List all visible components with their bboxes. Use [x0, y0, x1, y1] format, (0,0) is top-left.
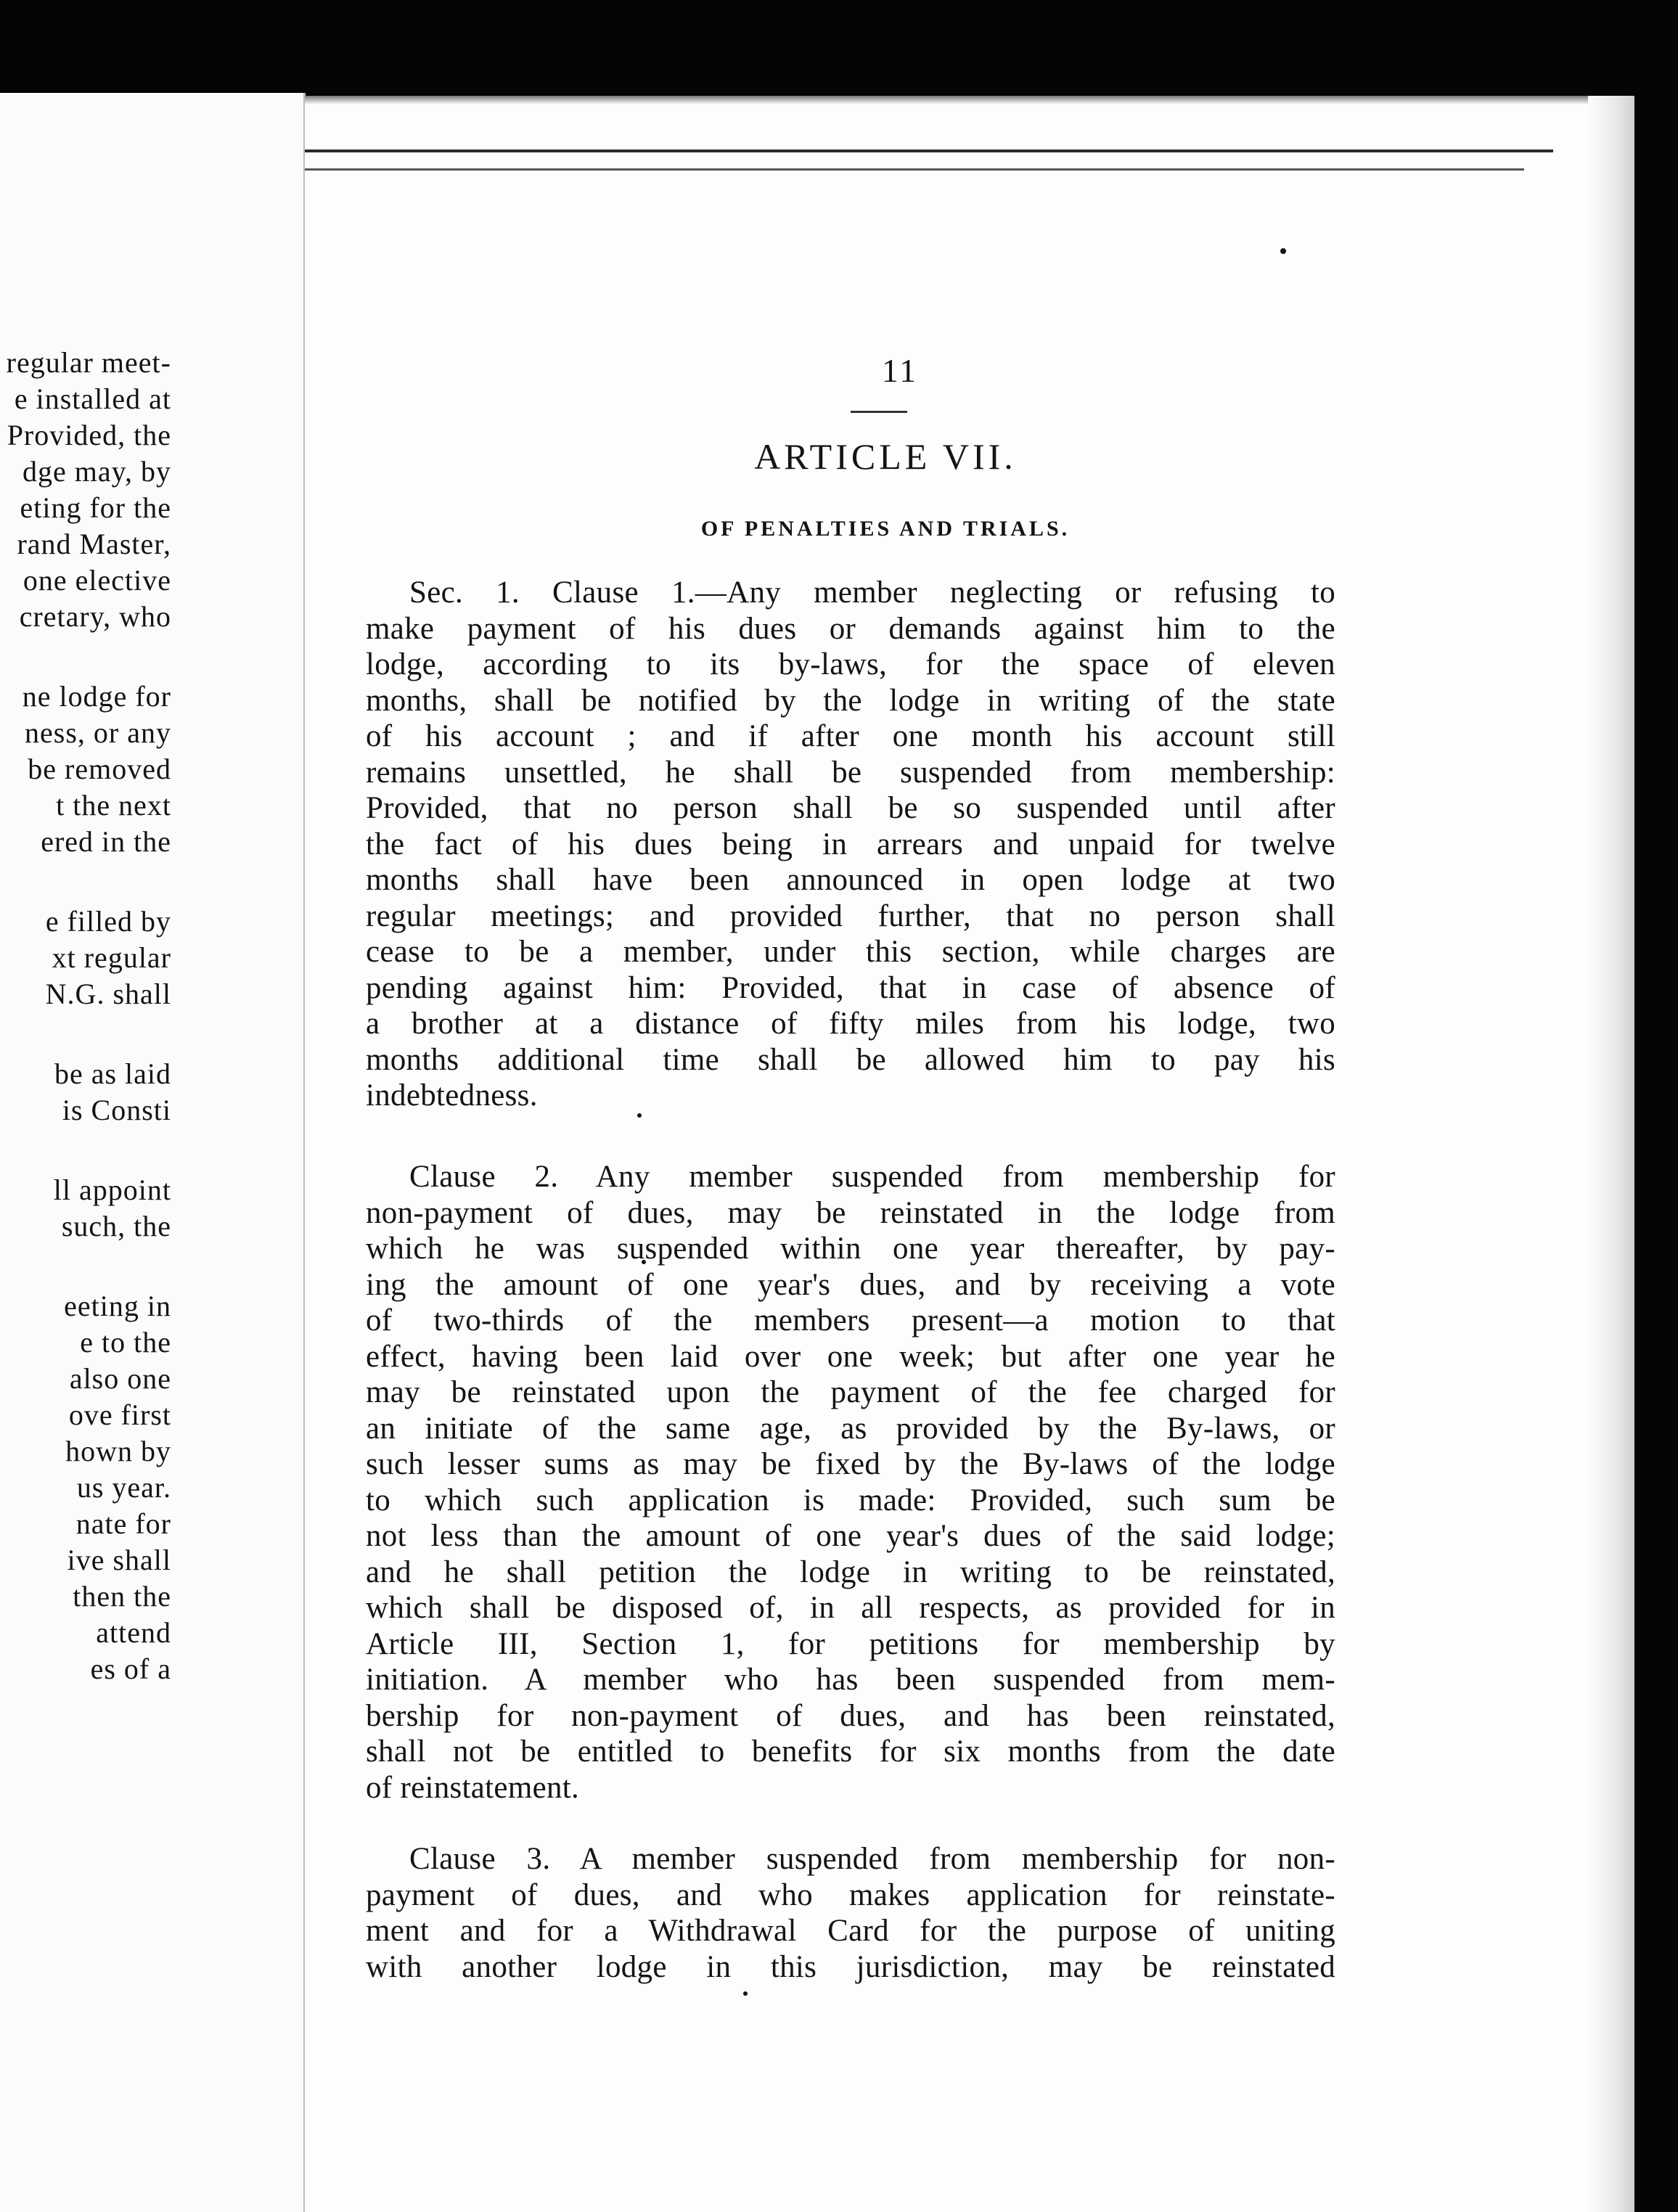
paragraph-line: pending against him: Provided, that in case of absence of [366, 970, 1335, 1005]
left-page-line: e filled by [45, 905, 171, 938]
left-page-line: then the [73, 1580, 171, 1613]
paragraph-line: Sec. 1. Clause 1.—Any member neglecting or refusing to [409, 575, 1335, 610]
left-page-line: ive shall [67, 1544, 171, 1576]
paragraph-clause-3 [366, 1841, 1335, 1985]
left-page-line: regular meet- [6, 346, 171, 379]
paragraph-line: the fact of his dues being in arrears and unpaid for twelve [366, 827, 1335, 861]
left-page-line: ne lodge for [22, 680, 171, 713]
paragraph-clause-2 [366, 1159, 1335, 1806]
left-page-line: rand Master, [17, 528, 171, 560]
paragraph-line: cease to be a member, under this section, while charges are [366, 935, 1335, 969]
paragraph-line: indebtedness. [366, 1078, 538, 1113]
left-page-line: es of a [90, 1652, 171, 1685]
paragraph-line: non-payment of dues, may be reinstated in the lodge from [366, 1195, 1335, 1230]
left-page-line: be removed [28, 753, 171, 785]
top-rule [305, 149, 1553, 152]
left-page-line: such, the [61, 1210, 171, 1242]
paragraph-line: an initiate of the same age, as provided by the By-laws, or [366, 1411, 1335, 1446]
paragraph-line: initiation. A member who has been suspended from mem- [366, 1663, 1335, 1697]
paragraph-line: Article III, Section 1, for petitions for membership by [366, 1626, 1335, 1661]
paragraph-line: months shall have been announced in open lodge at two [366, 863, 1335, 897]
left-page-fragment [0, 93, 306, 2212]
speck-dot [743, 1991, 748, 1996]
left-page-line: ll appoint [53, 1173, 171, 1206]
paragraph-line: such lesser sums as may be fixed by the By-laws of the lodge [366, 1447, 1335, 1481]
paragraph-line: effect, having been laid over one week; but after one year he [366, 1339, 1335, 1374]
paragraph-line: ment and for a Withdrawal Card for the purpose of uniting [366, 1914, 1335, 1948]
paragraph-line: bership for non-payment of dues, and has been reinstated, [366, 1698, 1335, 1733]
left-page-line: be as laid [54, 1057, 171, 1090]
paragraph-line: shall not be entitled to benefits for six months from the date [366, 1734, 1335, 1769]
article-subtitle: OF PENALTIES AND TRIALS. [700, 517, 1071, 541]
left-page-line: ered in the [41, 825, 171, 858]
left-page-line: attend [96, 1616, 171, 1649]
page-number: 11 [881, 352, 919, 389]
paragraph-line: remains unsettled, he shall be suspended from membership: [366, 755, 1335, 790]
paragraph-line: of reinstatement. [366, 1770, 580, 1805]
left-page-line: e installed at [14, 382, 171, 415]
paragraph-line: Clause 3. A member suspended from membership for non- [409, 1842, 1335, 1876]
left-page-line: hown by [65, 1435, 171, 1467]
left-page-line: e to the [80, 1326, 171, 1359]
paragraph-line: regular meetings; and provided further, that no person shall [366, 898, 1335, 933]
page-number-rule [851, 411, 907, 413]
left-page-line: Provided, the [7, 419, 171, 451]
left-page-line: is Consti [62, 1094, 171, 1126]
speck-dot [1280, 248, 1286, 254]
paragraph-line: may be reinstated upon the payment of the fee charged for [366, 1375, 1335, 1409]
paragraph-line: with another lodge in this jurisdiction, may be reinstated [366, 1949, 1335, 1984]
left-page-line: N.G. shall [45, 978, 171, 1010]
paragraph-line: lodge, according to its by-laws, for the space of eleven [366, 647, 1335, 681]
left-page-line: one elective [22, 564, 171, 597]
left-page-line: eeting in [64, 1290, 171, 1322]
left-page-line: t the next [56, 789, 171, 822]
left-page-line: cretary, who [19, 600, 171, 633]
paragraph-line: ing the amount of one year's dues, and by receiving a vote [366, 1267, 1335, 1302]
left-page-line: eting for the [20, 491, 171, 524]
paragraph-line: which shall be disposed of, in all respects, as provided for in [366, 1591, 1335, 1625]
paragraph-line: which he was suspended within one year thereafter, by pay- [366, 1232, 1335, 1266]
paragraph-line: payment of dues, and who makes application for reinstate- [366, 1877, 1335, 1912]
top-rule-secondary [305, 168, 1524, 171]
speck-dot [637, 1113, 642, 1118]
left-page-line: dge may, by [22, 455, 171, 488]
paragraph-line: months additional time shall be allowed him to pay his [366, 1042, 1335, 1077]
paragraph-line: make payment of his dues or demands against him to the [366, 611, 1335, 646]
left-page-line: ove first [68, 1398, 171, 1431]
article-title: ARTICLE VII. [754, 436, 1017, 477]
page-top-shadow [305, 96, 1634, 105]
paragraph-section-1-clause-1 [366, 575, 1335, 1114]
paragraph-line: of two-thirds of the members present—a motion to that [366, 1303, 1335, 1338]
paragraph-line: Provided, that no person shall be so suspended until after [366, 791, 1335, 825]
paragraph-line: not less than the amount of one year's dues of the said lodge; [366, 1519, 1335, 1553]
paragraph-line: of his account ; and if after one month his account still [366, 719, 1335, 753]
paragraph-line: a brother at a distance of fifty miles from his lodge, two [366, 1007, 1335, 1041]
left-page-line: also one [69, 1362, 171, 1395]
paragraph-line: Clause 2. Any member suspended from membership for [409, 1160, 1335, 1194]
page-right-edge [1588, 96, 1634, 2212]
paragraph-line: months, shall be notified by the lodge in writing of the state [366, 683, 1335, 718]
paragraph-line: to which such application is made: Provided, such sum be [366, 1483, 1335, 1517]
left-page-line: us year. [76, 1471, 171, 1504]
paragraph-line: and he shall petition the lodge in writing to be reinstated, [366, 1554, 1335, 1589]
left-page-line: xt regular [52, 941, 171, 974]
right-page [305, 96, 1634, 2212]
left-page-line: ness, or any [25, 716, 171, 749]
left-page-line: nate for [75, 1507, 171, 1540]
